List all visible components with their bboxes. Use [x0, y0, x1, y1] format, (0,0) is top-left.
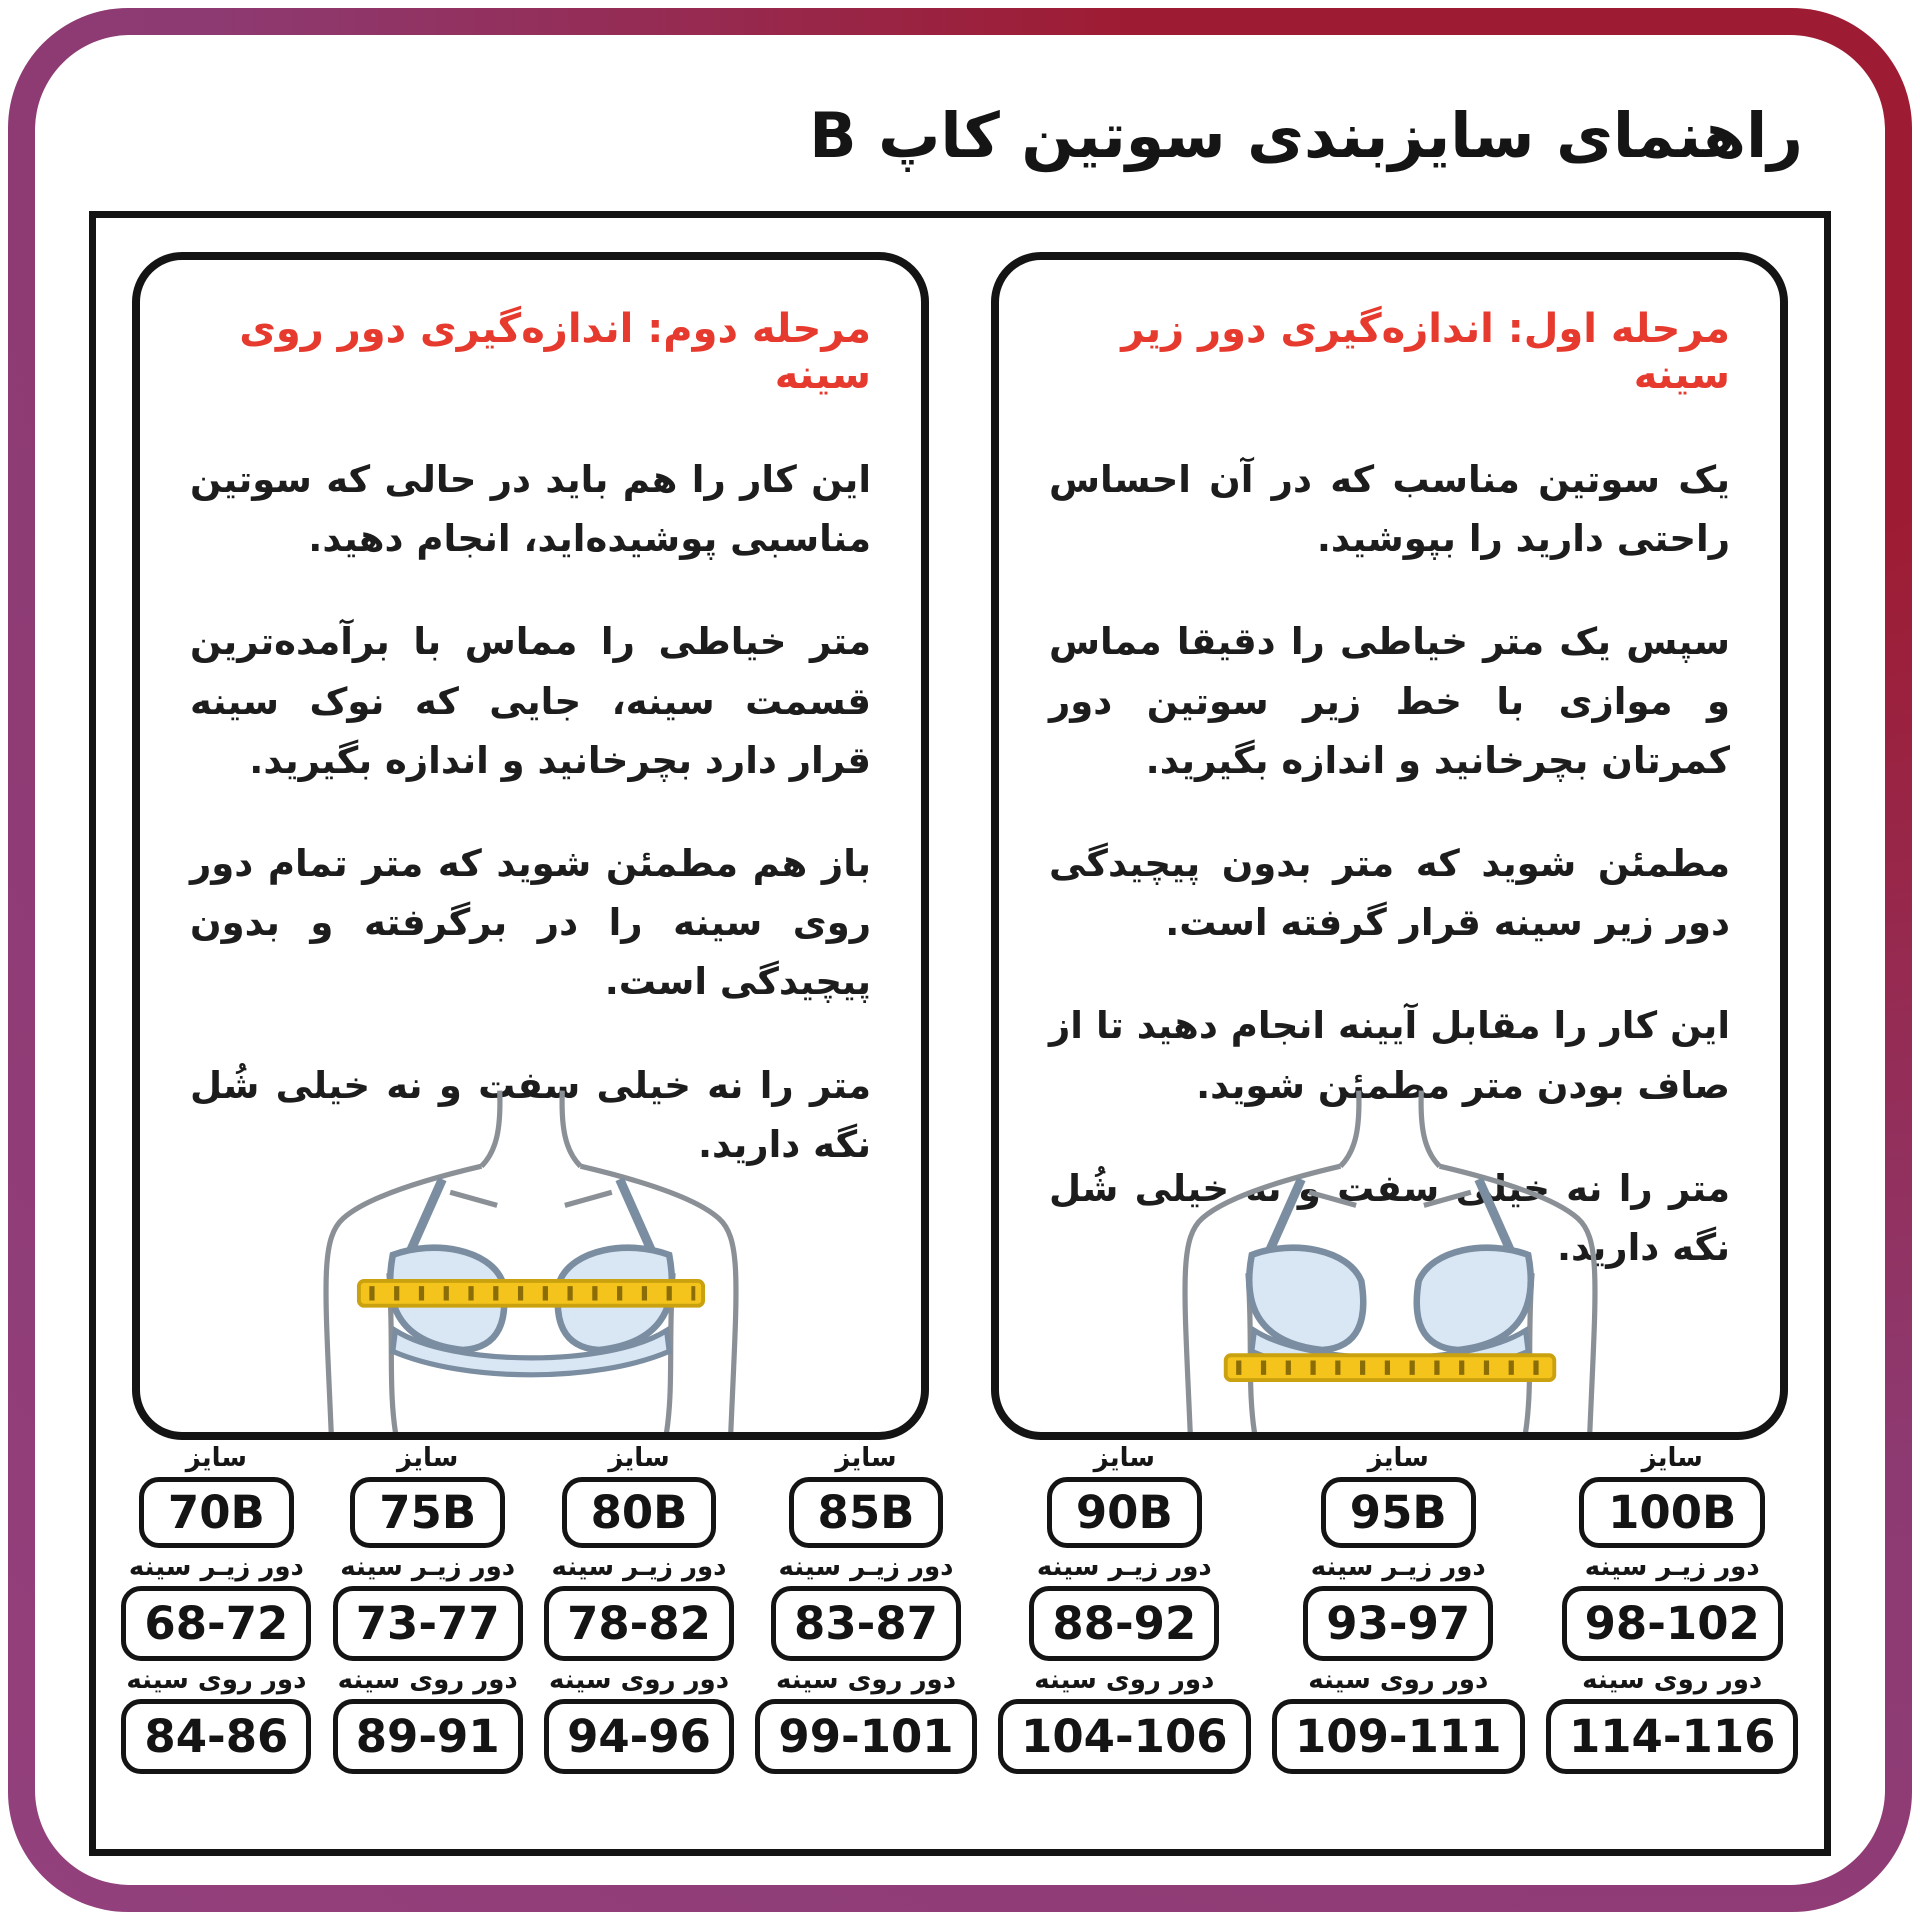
panel-step2-overbust — [132, 252, 929, 1440]
step1-paragraph: متر را نه خیلی سفت و نه خیلی شُل نگه دارید. — [1049, 1166, 1730, 1269]
overbust-label: دور روی سینه — [1308, 1665, 1489, 1695]
underbust-label: دور زیـر سینه — [340, 1552, 516, 1582]
panel-step2-header: مرحله دوم: اندازه‌گیری دور روی سینه — [239, 306, 871, 398]
page-title: راهنمای سایزبندی سوتین کاپ B — [809, 99, 1803, 172]
size-value-box: 85B — [789, 1477, 944, 1548]
step2-paragraph: متر خیاطی را مماس با برآمده‌ترین قسمت سینه، جایی که نوک سینه قرار دارد بچرخانید و اندازه بگیرید. — [190, 620, 871, 782]
gradient-frame — [8, 8, 1912, 1912]
size-label: سایز — [1641, 1443, 1703, 1473]
step1-paragraph: مطمئن شوید که متر بدون پیچیدگی دور زیر سینه قرار گرفته است. — [1049, 841, 1730, 945]
size-label: سایز — [397, 1443, 459, 1473]
overbust-label: دور روی سینه — [1582, 1665, 1763, 1695]
underbust-label: دور زیـر سینه — [1036, 1552, 1212, 1582]
step2-paragraph: این کار را هم باید در حالی که سوتین مناسبی پوشیده‌اید، انجام دهید. — [190, 458, 871, 561]
overbust-range-box: 94-96 — [544, 1699, 734, 1774]
size-column — [544, 1439, 734, 1774]
overbust-label: دور روی سینه — [337, 1665, 518, 1695]
instruction-panels — [132, 252, 1788, 1440]
size-value-box: 80B — [562, 1477, 717, 1548]
overbust-range-box: 99-101 — [755, 1699, 976, 1774]
overbust-range-box: 104-106 — [998, 1699, 1251, 1774]
underbust-range-box: 83-87 — [771, 1586, 961, 1661]
panel-step1-header: مرحله اول: اندازه‌گیری دور زیر سینه — [1121, 306, 1730, 398]
content-box — [89, 211, 1831, 1856]
underbust-label: دور زیـر سینه — [778, 1552, 954, 1582]
size-column — [121, 1439, 311, 1774]
underbust-range-box: 73-77 — [333, 1586, 523, 1661]
size-label: سایز — [185, 1443, 247, 1473]
size-column — [998, 1439, 1251, 1774]
overbust-label: دور روی سینه — [126, 1665, 307, 1695]
overbust-measurement-illustration — [231, 1088, 831, 1440]
overbust-range-box: 109-111 — [1272, 1699, 1525, 1774]
step1-paragraph: یک سوتین مناسب که در آن احساس راحتی دارید را بپوشید. — [1049, 458, 1730, 561]
size-value-box: 95B — [1321, 1477, 1476, 1548]
overbust-label: دور روی سینه — [548, 1665, 730, 1695]
underbust-range-box: 78-82 — [544, 1586, 734, 1661]
step2-paragraph: باز هم مطمئن شوید که متر تمام دور روی سینه را در برگرفته و بدون پیچیدگی است. — [190, 841, 871, 1004]
size-value-box: 100B — [1579, 1477, 1765, 1548]
overbust-label: دور روی سینه — [1034, 1665, 1215, 1695]
underbust-range-box: 68-72 — [121, 1586, 311, 1661]
size-column — [1546, 1439, 1799, 1774]
size-label: سایز — [1367, 1443, 1429, 1473]
overbust-label: دور روی سینه — [775, 1665, 957, 1695]
size-value-box: 90B — [1047, 1477, 1202, 1548]
underbust-label: دور زیـر سینه — [551, 1552, 727, 1582]
size-table — [100, 1439, 1820, 1843]
step2-paragraph: متر را نه خیلی سفت و نه خیلی شُل نگه دارید. — [190, 1063, 871, 1166]
size-column — [1272, 1439, 1525, 1774]
underbust-range-box: 98-102 — [1562, 1586, 1783, 1661]
size-column — [755, 1439, 976, 1774]
size-label: سایز — [608, 1443, 670, 1473]
page-background — [35, 35, 1885, 1885]
size-column — [333, 1439, 523, 1774]
underbust-label: دور زیـر سینه — [1310, 1552, 1486, 1582]
underbust-label: دور زیـر سینه — [1584, 1552, 1760, 1582]
step1-paragraph: سپس یک متر خیاطی را دقیقا مماس و موازی با خط زیر سوتین دور کمرتان بچرخانید و اندازه بگیرید. — [1049, 620, 1730, 782]
size-value-box: 75B — [350, 1477, 505, 1548]
size-value-box: 70B — [139, 1477, 294, 1548]
size-label: سایز — [1093, 1443, 1155, 1473]
underbust-range-box: 93-97 — [1303, 1586, 1493, 1661]
panel-step1-underbust — [991, 252, 1788, 1440]
underbust-measurement-illustration — [1090, 1088, 1690, 1440]
overbust-range-box: 89-91 — [333, 1699, 523, 1774]
underbust-label: دور زیـر سینه — [128, 1552, 304, 1582]
overbust-range-box: 114-116 — [1546, 1699, 1799, 1774]
step1-paragraph: این کار را مقابل آیینه انجام دهید تا از صاف بودن متر مطمئن شوید. — [1049, 1004, 1730, 1107]
overbust-range-box: 84-86 — [121, 1699, 311, 1774]
panel-step2-text — [190, 450, 871, 1174]
underbust-range-box: 88-92 — [1029, 1586, 1219, 1661]
size-label: سایز — [835, 1443, 897, 1473]
